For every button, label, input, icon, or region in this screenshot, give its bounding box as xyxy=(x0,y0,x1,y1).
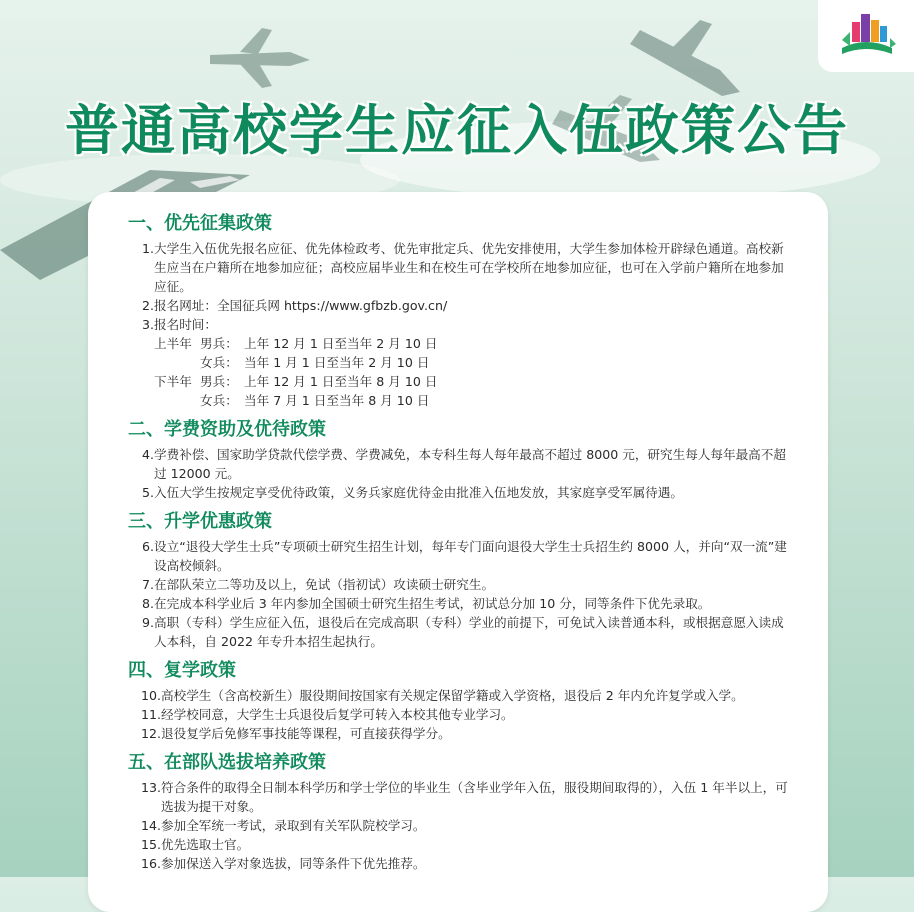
item-text: 高校学生（含高校新生）服役期间按国家有关规定保留学籍或入学资格，退役后 2 年内允许复学或入学。 xyxy=(161,688,744,703)
item-text: 高职（专科）学生应征入伍，退役后在完成高职（专科）学业的前提下，可免试入读普通本科，或根据意愿入读成人本科，自 2022 年专升本招生起执行。 xyxy=(154,615,784,649)
list-item xyxy=(128,705,792,724)
item-number: 12. xyxy=(140,726,161,741)
list-item xyxy=(128,613,792,651)
section-priority-recruitment xyxy=(128,212,792,410)
item-text: 在完成本科学业后 3 年内参加全国硕士研究生招生考试，初试总分加 10 分，同等条件下优先录取。 xyxy=(154,596,711,611)
policy-card xyxy=(88,192,828,912)
section-military-selection xyxy=(128,751,792,873)
list-item xyxy=(128,835,792,854)
item-text: 参加全军统一考试，录取到有关军队院校学习。 xyxy=(161,818,426,833)
section-tuition-aid xyxy=(128,418,792,502)
list-item xyxy=(128,315,792,334)
item-number: 16. xyxy=(140,856,161,871)
item-text: 学费补偿、国家助学贷款代偿学费、学费减免，本专科生每人每年最高不超过 8000 元，研究生每人每年最高不超过 12000 元。 xyxy=(154,447,786,481)
section-heading: 四、复学政策 xyxy=(128,660,236,681)
section-heading: 五、在部队选拔培养政策 xyxy=(128,752,326,773)
city-logo-icon xyxy=(818,0,914,72)
item-text: 优先选取士官。 xyxy=(161,837,250,852)
item-text: 报名时间： xyxy=(154,317,217,332)
item-number: 11. xyxy=(140,707,161,722)
list-item xyxy=(128,594,792,613)
list-item xyxy=(128,239,792,296)
schedule-row xyxy=(128,334,792,353)
item-text: 在部队荣立二等功及以上，免试（指初试）攻读硕士研究生。 xyxy=(154,577,495,592)
list-item xyxy=(128,296,792,315)
list-item xyxy=(128,724,792,743)
item-number: 2. xyxy=(141,298,154,313)
schedule-row xyxy=(128,391,792,410)
section-heading: 一、优先征集政策 xyxy=(128,213,272,234)
item-text: 设立“退役大学生士兵”专项硕士研究生招生计划，每年专门面向退役大学生士兵招生约 8000 人，并向“双一流”建设高校倾斜。 xyxy=(154,539,787,573)
list-item xyxy=(128,686,792,705)
schedule-sex: 男兵： xyxy=(200,336,238,351)
item-text: 符合条件的取得全日制本科学历和学士学位的毕业生（含毕业学年入伍，服役期间取得的），入伍 1 年半以上，可选拔为提干对象。 xyxy=(161,780,788,814)
item-text: 入伍大学生按规定享受优待政策，义务兵家庭优待金由批准入伍地发放，其家庭享受军属待遇。 xyxy=(154,485,683,500)
section-further-study xyxy=(128,510,792,651)
item-number: 9. xyxy=(141,615,154,630)
item-number: 8. xyxy=(141,596,154,611)
item-number: 10. xyxy=(140,688,161,703)
schedule-range: 当年 1 月 1 日至当年 2 月 10 日 xyxy=(244,355,430,370)
list-item xyxy=(128,778,792,816)
schedule-half: 上半年 xyxy=(154,336,192,351)
item-text: 经学校同意，大学生士兵退役后复学可转入本校其他专业学习。 xyxy=(161,707,514,722)
item-number: 5. xyxy=(141,485,154,500)
item-number: 7. xyxy=(141,577,154,592)
schedule-range: 上年 12 月 1 日至当年 2 月 10 日 xyxy=(244,336,438,351)
schedule-sex: 女兵： xyxy=(200,355,238,370)
policy-content xyxy=(88,192,828,881)
list-item xyxy=(128,816,792,835)
item-number: 6. xyxy=(141,539,154,554)
item-number: 1. xyxy=(141,241,154,256)
section-heading: 三、升学优惠政策 xyxy=(128,511,272,532)
schedule-range: 当年 7 月 1 日至当年 8 月 10 日 xyxy=(244,393,430,408)
section-resume-study xyxy=(128,659,792,743)
section-heading: 二、学费资助及优待政策 xyxy=(128,419,326,440)
item-text: 参加保送入学对象选拔，同等条件下优先推荐。 xyxy=(161,856,426,871)
page-title: 普通高校学生应征入伍政策公告 xyxy=(65,99,849,162)
schedule-sex: 男兵： xyxy=(200,374,238,389)
schedule-row xyxy=(128,372,792,391)
list-item xyxy=(128,483,792,502)
item-number: 13. xyxy=(140,780,161,795)
schedule-row xyxy=(128,353,792,372)
list-item xyxy=(128,575,792,594)
logo-badge xyxy=(818,0,914,72)
item-text: 报名网址：全国征兵网 https://www.gfbzb.gov.cn/ xyxy=(154,298,448,313)
schedule-half: 下半年 xyxy=(154,374,192,389)
item-number: 15. xyxy=(140,837,161,852)
schedule-range: 上年 12 月 1 日至当年 8 月 10 日 xyxy=(244,374,438,389)
list-item xyxy=(128,445,792,483)
item-number: 14. xyxy=(140,818,161,833)
item-text: 大学生入伍优先报名应征、优先体检政考、优先审批定兵、优先安排使用，大学生参加体检开辟绿色通道。高校新生应当在户籍所在地参加应征；高校应届毕业生和在校生可在学校所在地参加应征，也可在入学前户籍所在地参加应征。 xyxy=(154,241,784,294)
item-number: 3. xyxy=(141,317,154,332)
list-item xyxy=(128,854,792,873)
schedule-sex: 女兵： xyxy=(200,393,238,408)
item-number: 4. xyxy=(141,447,154,462)
item-text: 退役复学后免修军事技能等课程，可直接获得学分。 xyxy=(161,726,451,741)
list-item xyxy=(128,537,792,575)
